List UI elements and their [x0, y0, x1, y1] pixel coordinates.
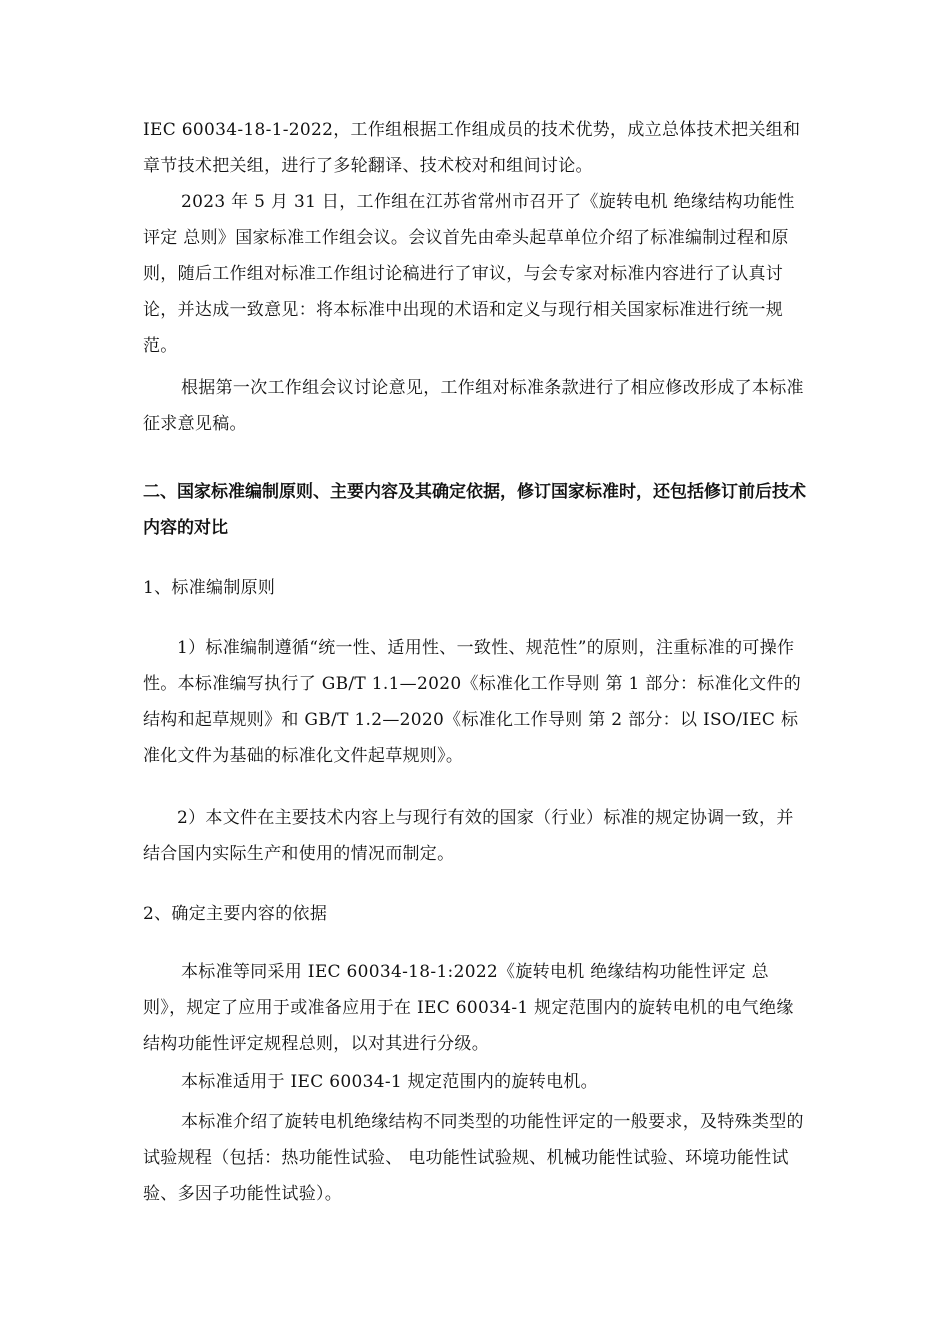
basis-paragraph-3: 本标准介绍了旋转电机绝缘结构不同类型的功能性评定的一般要求，及特殊类型的试验规程（包括：热功能性试验、 电功能性试验规、机械功能性试验、环境功能性试验、多因子功能性试验）。 [143, 1112, 804, 1204]
paragraph-p1: IEC 60034-18-1-2022，工作组根据工作组成员的技术优势，成立总体技术把关组和章节技术把关组，进行了多轮翻译、技术校对和组间讨论。 [143, 120, 801, 176]
paragraph-p3: 根据第一次工作组会议讨论意见，工作组对标准条款进行了相应修改形成了本标准征求意见稿。 [143, 378, 804, 434]
basis-paragraph-1: 本标准等同采用 IEC 60034-18-1:2022《旋转电机 绝缘结构功能性评定 总则》，规定了应用于或准备应用于在 IEC 60034-1 规定范围内的旋转电机的电气绝缘结构功能性评定规程总则，以对其进行分级。 [143, 962, 794, 1054]
paragraph-p2: 2023 年 5 月 31 日，工作组在江苏省常州市召开了《旋转电机 绝缘结构功能性评定 总则》国家标准工作组会议。会议首先由牵头起草单位介绍了标准编制过程和原则，随后工作组对标准工作组讨论稿进行了审议，与会专家对标准内容进行了认真讨论，并达成一致意见：将本标准中出现的术语和定义与现行相关国家标准进行统一规范。 [143, 192, 795, 356]
subsection-title-1: 1、标准编制原则 [143, 578, 276, 598]
section-heading: 二、国家标准编制原则、主要内容及其确定依据，修订国家标准时，还包括修订前后技术内容的对比 [143, 482, 806, 538]
subsection-title-2: 2、确定主要内容的依据 [143, 904, 328, 924]
basis-paragraph-2: 本标准适用于 IEC 60034-1 规定范围内的旋转电机。 [181, 1072, 598, 1092]
principle-item-1: 1）标准编制遵循“统一性、适用性、一致性、规范性”的原则，注重标准的可操作性。本标准编写执行了 GB/T 1.1—2020《标准化工作导则 第 1 部分：标准化文件的结构和起草规则》和 GB/T 1.2—2020《标准化工作导则 第 2 部分：以 ISO/IEC 标准化文件为基础的标准化文件起草规则》。 [143, 638, 802, 766]
principle-item-2: 2）本文件在主要技术内容上与现行有效的国家（行业）标准的规定协调一致，并结合国内实际生产和使用的情况而制定。 [143, 808, 794, 864]
